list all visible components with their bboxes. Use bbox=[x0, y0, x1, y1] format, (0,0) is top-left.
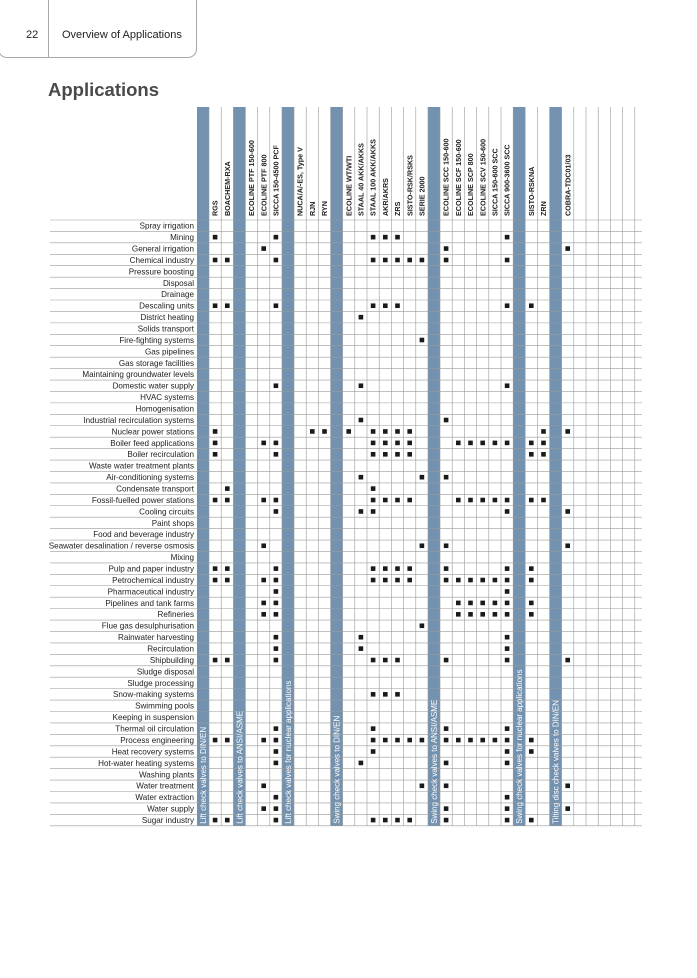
application-mark bbox=[395, 578, 400, 583]
row-label: General irrigation bbox=[131, 244, 194, 254]
application-mark bbox=[371, 429, 376, 434]
application-mark bbox=[468, 498, 473, 503]
column-header: RGS bbox=[210, 200, 220, 216]
row-label: Air-conditioning systems bbox=[106, 473, 194, 483]
application-mark bbox=[407, 498, 412, 503]
application-mark bbox=[456, 578, 461, 583]
application-mark bbox=[225, 486, 230, 491]
application-mark bbox=[395, 498, 400, 503]
application-mark bbox=[395, 818, 400, 823]
row-label: Heat recovery systems bbox=[111, 747, 194, 757]
application-mark bbox=[505, 601, 510, 606]
application-mark bbox=[505, 795, 510, 800]
page-heading: Applications bbox=[48, 79, 160, 100]
row-label: Cooling circuits bbox=[139, 507, 194, 517]
application-mark bbox=[565, 509, 570, 514]
application-mark bbox=[225, 578, 230, 583]
application-mark bbox=[213, 818, 218, 823]
application-mark bbox=[395, 452, 400, 457]
application-mark bbox=[371, 726, 376, 731]
application-mark bbox=[468, 441, 473, 446]
column-header: STAAL 40 AKK/AKKS bbox=[356, 143, 366, 216]
application-mark bbox=[274, 612, 279, 617]
row-label: Process engineering bbox=[120, 735, 194, 745]
application-mark bbox=[444, 258, 449, 263]
group-label: Swing check valves for nuclear applications bbox=[515, 669, 525, 824]
row-label: District heating bbox=[140, 313, 194, 323]
application-mark bbox=[371, 749, 376, 754]
row-label: Chemical industry bbox=[129, 255, 194, 265]
application-mark bbox=[225, 818, 230, 823]
application-mark bbox=[505, 235, 510, 240]
application-mark bbox=[383, 452, 388, 457]
application-mark bbox=[480, 738, 485, 743]
row-label: Food and beverage industry bbox=[93, 530, 194, 540]
application-mark bbox=[261, 783, 266, 788]
application-mark bbox=[505, 509, 510, 514]
application-mark bbox=[261, 806, 266, 811]
row-label: Boiler recirculation bbox=[127, 450, 194, 460]
application-mark bbox=[359, 383, 364, 388]
row-label: Sludge processing bbox=[127, 678, 194, 688]
application-mark bbox=[480, 578, 485, 583]
application-mark bbox=[505, 589, 510, 594]
application-mark bbox=[505, 726, 510, 731]
application-mark bbox=[225, 303, 230, 308]
row-label: Water extraction bbox=[135, 793, 194, 803]
application-mark bbox=[371, 235, 376, 240]
row-label: Fossil-fuelled power stations bbox=[91, 495, 194, 505]
application-mark bbox=[383, 658, 388, 663]
application-mark bbox=[529, 601, 534, 606]
application-mark bbox=[371, 566, 376, 571]
application-mark bbox=[395, 692, 400, 697]
application-mark bbox=[420, 738, 425, 743]
application-mark bbox=[310, 429, 315, 434]
group-label: Swing check valves to ANSI/ASME bbox=[430, 699, 439, 824]
application-mark bbox=[274, 818, 279, 823]
application-mark bbox=[274, 498, 279, 503]
application-mark bbox=[395, 235, 400, 240]
row-label: Snow-making systems bbox=[113, 690, 194, 700]
row-label: Pharmaceutical industry bbox=[107, 587, 194, 597]
application-mark bbox=[371, 692, 376, 697]
application-mark bbox=[371, 303, 376, 308]
row-label: Hot-water heating systems bbox=[98, 758, 194, 768]
application-mark bbox=[371, 578, 376, 583]
column-header: COBRA-TDC01/03 bbox=[563, 154, 573, 216]
group-label: Swing check valves to DIN/EN bbox=[332, 715, 342, 824]
row-label: Thermal oil circulation bbox=[115, 724, 194, 734]
application-mark bbox=[371, 441, 376, 446]
row-label: Gas pipelines bbox=[144, 347, 194, 357]
section-title: Overview of Applications bbox=[62, 29, 182, 41]
application-mark bbox=[213, 441, 218, 446]
application-mark bbox=[371, 258, 376, 263]
application-mark bbox=[274, 761, 279, 766]
application-mark bbox=[529, 566, 534, 571]
application-mark bbox=[444, 761, 449, 766]
application-mark bbox=[274, 258, 279, 263]
application-mark bbox=[359, 475, 364, 480]
column-header: ECOLINE PTF 800 bbox=[259, 154, 269, 216]
row-label: Gas storage facilities bbox=[118, 358, 194, 368]
column-header: ECOLINE SCC 150-600 bbox=[441, 138, 451, 216]
application-mark bbox=[213, 429, 218, 434]
application-mark bbox=[407, 429, 412, 434]
application-mark bbox=[383, 258, 388, 263]
application-mark bbox=[505, 612, 510, 617]
application-mark bbox=[480, 498, 485, 503]
column-header: ECOLINE PTF 150-600 bbox=[247, 140, 257, 216]
page-number: 22 bbox=[26, 29, 39, 41]
row-label: Disposal bbox=[162, 278, 194, 288]
application-mark bbox=[529, 578, 534, 583]
application-mark bbox=[322, 429, 327, 434]
application-mark bbox=[383, 566, 388, 571]
application-mark bbox=[444, 543, 449, 548]
application-mark bbox=[213, 658, 218, 663]
application-mark bbox=[407, 578, 412, 583]
application-mark bbox=[225, 498, 230, 503]
application-mark bbox=[213, 738, 218, 743]
application-mark bbox=[420, 338, 425, 343]
application-mark bbox=[529, 452, 534, 457]
application-mark bbox=[407, 452, 412, 457]
application-mark bbox=[468, 601, 473, 606]
application-mark bbox=[493, 612, 498, 617]
application-mark bbox=[444, 566, 449, 571]
application-mark bbox=[395, 566, 400, 571]
row-label: Seawater desalination / reverse osmosis bbox=[48, 541, 194, 551]
application-mark bbox=[456, 498, 461, 503]
row-label: HVAC systems bbox=[140, 393, 194, 403]
application-mark bbox=[261, 441, 266, 446]
row-label: Pressure boosting bbox=[128, 267, 194, 277]
application-mark bbox=[274, 235, 279, 240]
row-label: Solids transport bbox=[137, 324, 194, 334]
application-mark bbox=[505, 258, 510, 263]
application-mark bbox=[213, 498, 218, 503]
application-mark bbox=[505, 749, 510, 754]
application-mark bbox=[274, 806, 279, 811]
column-header: ECOLINE WT/WTI bbox=[344, 155, 354, 216]
application-mark bbox=[274, 635, 279, 640]
column-header: SICCA 900-3600 SCC bbox=[502, 144, 512, 216]
application-mark bbox=[407, 738, 412, 743]
application-mark bbox=[505, 646, 510, 651]
application-mark bbox=[213, 303, 218, 308]
application-mark bbox=[213, 258, 218, 263]
application-mark bbox=[274, 738, 279, 743]
row-label: Drainage bbox=[161, 290, 194, 300]
row-label: Descaling units bbox=[139, 301, 194, 311]
row-label: Mixing bbox=[170, 553, 194, 563]
row-label: Swimming pools bbox=[135, 701, 194, 711]
application-mark bbox=[359, 315, 364, 320]
application-mark bbox=[505, 578, 510, 583]
application-mark bbox=[213, 578, 218, 583]
application-mark bbox=[274, 441, 279, 446]
row-label: Mining bbox=[170, 233, 194, 243]
application-mark bbox=[225, 658, 230, 663]
application-mark bbox=[505, 658, 510, 663]
application-mark bbox=[505, 806, 510, 811]
row-label: Nuclear power stations bbox=[111, 427, 194, 437]
application-mark bbox=[505, 303, 510, 308]
column-header: BOACHEM-RXA bbox=[222, 161, 232, 216]
application-mark bbox=[529, 818, 534, 823]
row-label: Waste water treatment plants bbox=[89, 461, 194, 471]
application-mark bbox=[383, 441, 388, 446]
group-label: Tilting disc check valves to DIN/EN bbox=[551, 700, 561, 824]
application-mark bbox=[541, 441, 546, 446]
application-mark bbox=[493, 578, 498, 583]
application-mark bbox=[383, 818, 388, 823]
application-mark bbox=[420, 258, 425, 263]
application-mark bbox=[261, 543, 266, 548]
column-header: SISTO-RSKNA bbox=[526, 166, 536, 216]
application-mark bbox=[274, 795, 279, 800]
application-mark bbox=[565, 246, 570, 251]
row-label: Flue gas desulphurisation bbox=[101, 621, 194, 631]
row-label: Keeping in suspension bbox=[112, 713, 194, 723]
application-mark bbox=[371, 498, 376, 503]
application-mark bbox=[407, 441, 412, 446]
application-mark bbox=[274, 509, 279, 514]
application-mark bbox=[541, 429, 546, 434]
application-mark bbox=[505, 441, 510, 446]
application-mark bbox=[444, 726, 449, 731]
application-mark bbox=[456, 612, 461, 617]
application-mark bbox=[213, 235, 218, 240]
application-mark bbox=[407, 258, 412, 263]
application-mark bbox=[371, 738, 376, 743]
column-header: ECOLINE SCP 800 bbox=[466, 153, 476, 216]
application-mark bbox=[395, 738, 400, 743]
application-mark bbox=[371, 486, 376, 491]
application-mark bbox=[565, 806, 570, 811]
application-mark bbox=[274, 589, 279, 594]
row-label: Water supply bbox=[147, 804, 194, 814]
application-mark bbox=[529, 612, 534, 617]
application-mark bbox=[456, 441, 461, 446]
row-label: Maintaining groundwater levels bbox=[82, 370, 194, 380]
application-mark bbox=[444, 806, 449, 811]
column-header: ZRN bbox=[539, 201, 549, 216]
application-mark bbox=[529, 738, 534, 743]
column-header: SERIE 2000 bbox=[417, 176, 427, 216]
row-label: Shipbuilding bbox=[149, 655, 194, 665]
application-mark bbox=[420, 623, 425, 628]
application-mark bbox=[261, 612, 266, 617]
application-mark bbox=[529, 303, 534, 308]
application-mark bbox=[480, 441, 485, 446]
application-mark bbox=[261, 738, 266, 743]
application-mark bbox=[395, 429, 400, 434]
application-mark bbox=[359, 418, 364, 423]
row-label: Spray irrigation bbox=[139, 221, 194, 231]
application-mark bbox=[480, 601, 485, 606]
column-header: RYN bbox=[320, 201, 330, 216]
application-mark bbox=[346, 429, 351, 434]
application-mark bbox=[261, 578, 266, 583]
application-mark bbox=[444, 578, 449, 583]
group-label: Lift check valves to ANSI/ASME bbox=[235, 710, 245, 824]
row-label: Paint shops bbox=[151, 518, 194, 528]
application-mark bbox=[213, 566, 218, 571]
column-header: STAAL 100 AKK/AKKS bbox=[368, 139, 378, 216]
row-label: Domestic water supply bbox=[112, 381, 194, 391]
application-mark bbox=[420, 543, 425, 548]
application-mark bbox=[541, 452, 546, 457]
application-mark bbox=[395, 658, 400, 663]
application-mark bbox=[505, 738, 510, 743]
group-label: Lift check valves to DIN/EN bbox=[199, 726, 208, 824]
column-header: AKR/AKRS bbox=[380, 178, 390, 216]
row-label: Sugar industry bbox=[141, 815, 194, 825]
column-header: RJN bbox=[307, 201, 317, 216]
application-mark bbox=[505, 383, 510, 388]
row-label: Industrial recirculation systems bbox=[83, 415, 194, 425]
application-mark bbox=[565, 658, 570, 663]
application-mark bbox=[493, 441, 498, 446]
application-mark bbox=[383, 498, 388, 503]
application-mark bbox=[274, 601, 279, 606]
application-mark bbox=[565, 543, 570, 548]
row-label: Sludge disposal bbox=[136, 667, 194, 677]
application-mark bbox=[420, 783, 425, 788]
column-header: SISTO-RSK/RSKS bbox=[405, 155, 415, 216]
application-mark bbox=[383, 303, 388, 308]
row-label: Pipelines and tank farms bbox=[105, 598, 194, 608]
application-mark bbox=[529, 441, 534, 446]
row-label: Fire-fighting systems bbox=[119, 335, 194, 345]
application-mark bbox=[505, 566, 510, 571]
application-mark bbox=[274, 726, 279, 731]
column-header: ZRS bbox=[393, 201, 403, 216]
application-mark bbox=[274, 646, 279, 651]
application-mark bbox=[407, 566, 412, 571]
application-mark bbox=[225, 258, 230, 263]
row-label: Refineries bbox=[157, 610, 194, 620]
group-label: Lift check valves for nuclear applications bbox=[284, 680, 293, 824]
application-mark bbox=[444, 475, 449, 480]
column-header: SICCA 150-600 SCC bbox=[490, 148, 500, 216]
application-mark bbox=[493, 601, 498, 606]
application-mark bbox=[371, 658, 376, 663]
application-mark bbox=[444, 418, 449, 423]
row-label: Petrochemical industry bbox=[112, 575, 194, 585]
application-mark bbox=[371, 452, 376, 457]
column-header: ECOLINE SCF 150-600 bbox=[453, 139, 463, 216]
application-mark bbox=[383, 738, 388, 743]
row-label: Water treatment bbox=[136, 781, 194, 791]
application-mark bbox=[274, 566, 279, 571]
application-mark bbox=[444, 658, 449, 663]
row-label: Condensate transport bbox=[116, 484, 194, 494]
application-mark bbox=[565, 783, 570, 788]
column-header: SICCA 150-4500 PCF bbox=[271, 145, 281, 216]
application-mark bbox=[395, 258, 400, 263]
application-mark bbox=[274, 452, 279, 457]
application-mark bbox=[493, 498, 498, 503]
application-mark bbox=[359, 635, 364, 640]
application-mark bbox=[444, 783, 449, 788]
column-header: NUCA/A/-ES, Type V bbox=[295, 147, 305, 216]
application-mark bbox=[225, 566, 230, 571]
application-mark bbox=[444, 246, 449, 251]
application-mark bbox=[480, 612, 485, 617]
application-mark bbox=[359, 761, 364, 766]
application-mark bbox=[505, 818, 510, 823]
application-mark bbox=[505, 635, 510, 640]
application-mark bbox=[274, 749, 279, 754]
row-label: Homogenisation bbox=[135, 404, 194, 414]
application-mark bbox=[274, 383, 279, 388]
application-mark bbox=[261, 246, 266, 251]
application-mark bbox=[529, 498, 534, 503]
row-label: Washing plants bbox=[138, 770, 194, 780]
application-mark bbox=[444, 738, 449, 743]
application-mark bbox=[274, 658, 279, 663]
column-header: ECOLINE SCV 150-600 bbox=[478, 138, 488, 216]
application-mark bbox=[529, 749, 534, 754]
application-mark bbox=[261, 601, 266, 606]
application-mark bbox=[371, 818, 376, 823]
application-mark bbox=[505, 761, 510, 766]
application-mark bbox=[541, 498, 546, 503]
application-mark bbox=[456, 738, 461, 743]
application-mark bbox=[359, 509, 364, 514]
application-mark bbox=[274, 578, 279, 583]
application-mark bbox=[225, 738, 230, 743]
application-mark bbox=[493, 738, 498, 743]
application-mark bbox=[456, 601, 461, 606]
application-mark bbox=[468, 578, 473, 583]
application-mark bbox=[383, 235, 388, 240]
application-mark bbox=[261, 498, 266, 503]
application-mark bbox=[395, 441, 400, 446]
application-mark bbox=[468, 612, 473, 617]
row-label: Pulp and paper industry bbox=[108, 564, 194, 574]
application-mark bbox=[505, 498, 510, 503]
application-mark bbox=[359, 646, 364, 651]
application-mark bbox=[395, 303, 400, 308]
application-mark bbox=[444, 818, 449, 823]
application-mark bbox=[565, 429, 570, 434]
row-label: Recirculation bbox=[147, 644, 194, 654]
row-label: Rainwater harvesting bbox=[117, 633, 194, 643]
application-mark bbox=[383, 578, 388, 583]
application-mark bbox=[420, 475, 425, 480]
application-mark bbox=[274, 303, 279, 308]
group-band bbox=[197, 107, 209, 826]
application-mark bbox=[213, 452, 218, 457]
application-mark bbox=[407, 818, 412, 823]
row-label: Boiler feed applications bbox=[110, 438, 194, 448]
application-mark bbox=[371, 509, 376, 514]
application-mark bbox=[468, 738, 473, 743]
application-mark bbox=[383, 429, 388, 434]
application-mark bbox=[383, 692, 388, 697]
